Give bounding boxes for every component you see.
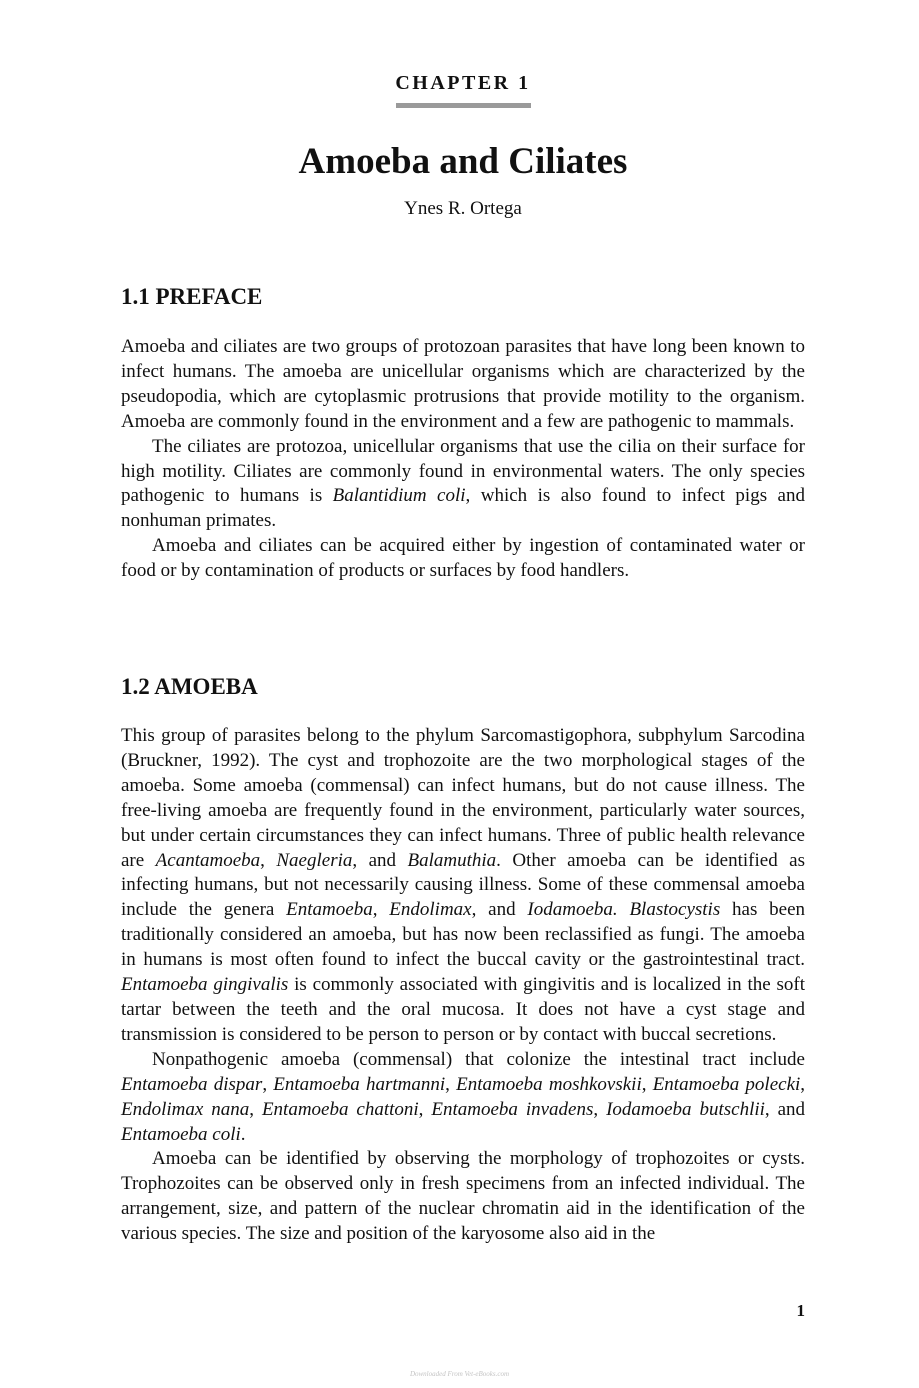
- italic-term: Balamuthia: [407, 849, 497, 871]
- section-heading-preface: 1.1 PREFACE: [121, 284, 263, 309]
- italic-term: Iodamoeba.: [527, 899, 618, 921]
- chapter-author: Ynes R. Ortega: [404, 198, 522, 219]
- italic-term: Entamoeba invadens: [431, 1098, 594, 1120]
- italic-term: Blastocystis: [629, 899, 721, 921]
- paragraph: This group of parasites belong to the phylum Sarcomastigophora, subphylum Sarcodina (Bruckner, 1992). The cyst and trophozoite are the two morphological stages of the amoeba. Some amoeba (commensal) can infect humans, but do not cause illness. The free-living amoeba are frequently found in the environment, particularly water sources, but under certain circumstances they can infect humans. Three of public health relevance are Acantamoeba, Naegleria, and Balamuthia. Other amoeba can be identified as infecting humans, but not necessarily causing illness. Some of these commensal amoeba include the genera Entamoeba, Endolimax, and Iodamoeba. Blastocystis has been traditionally considered an amoeba, but has now been reclassified as fungi. The amoeba in humans is most often found to infect the buccal cavity or the gastrointestinal tract. Entamoeba gingivalis is commonly associated with gingivitis and is localized in the soft tartar between the teeth and the oral mucosa. It does not have a cyst stage and transmission is considered to be person to person or by contact with buccal secretions.: [121, 725, 806, 1045]
- chapter-label: CHAPTER 1: [395, 72, 531, 94]
- italic-term: Entamoeba dispar: [121, 1073, 263, 1095]
- italic-term: Iodamoeba butschlii: [606, 1098, 765, 1120]
- italic-term: Balantidium coli: [332, 485, 466, 507]
- italic-term: Endolimax nana: [121, 1098, 250, 1120]
- paragraph: Nonpathogenic amoeba (commensal) that colonize the intestinal tract include Entamoeba dispar, Entamoeba hartmanni, Entamoeba moshkovskii, Entamoeba polecki, Endolimax nana, Entamoeba chattoni, Entamoeba invadens, Iodamoeba butschlii, and Entamoeba coli.: [121, 1048, 806, 1145]
- section-heading-amoeba: 1.2 AMOEBA: [121, 674, 258, 699]
- section-body-preface: [121, 335, 805, 584]
- italic-term: Entamoeba moshkovskii: [456, 1073, 642, 1095]
- italic-term: Endolimax: [389, 899, 472, 921]
- italic-term: Entamoeba hartmanni: [273, 1073, 446, 1095]
- italic-term: Naegleria: [276, 849, 353, 871]
- italic-term: Acantamoeba: [155, 849, 261, 871]
- paragraph: Amoeba and ciliates are two groups of protozoan parasites that have long been known to infect humans. The amoeba are unicellular organisms which are characterized by the pseudopodia, which are cytoplasmic protrusions that provide motility to the organism. Amoeba are commonly found in the environment and a few are pathogenic to mammals.: [121, 336, 805, 432]
- paragraph: The ciliates are protozoa, unicellular organisms that use the cilia on their surface for high motility. Ciliates are commonly found in environmental waters. The only species pathogenic to humans is Balantidium coli, which is also found to infect pigs and nonhuman primates.: [121, 435, 805, 532]
- chapter-title: Amoeba and Ciliates: [298, 141, 628, 182]
- page-number: 1: [796, 1301, 805, 1320]
- section-body-amoeba: [121, 724, 805, 1247]
- italic-term: Entamoeba chattoni: [261, 1098, 419, 1120]
- italic-term: Entamoeba gingivalis: [121, 974, 289, 996]
- italic-term: Entamoeba coli: [121, 1123, 241, 1145]
- italic-term: Entamoeba: [286, 899, 373, 921]
- footer-watermark: Downloaded From Vet-eBooks.com: [409, 1370, 510, 1378]
- paragraph: Amoeba can be identified by observing the morphology of trophozoites or cysts. Trophozoites can be observed only in fresh specimens from an infected individual. The arrangement, size, and pattern of the nuclear chromatin aid in the identification of the various species. The size and position of the karyosome also aid in the: [121, 1148, 805, 1245]
- italic-term: Entamoeba polecki: [652, 1073, 801, 1095]
- paragraph: Amoeba and ciliates can be acquired either by ingestion of contaminated water or food or by contamination of products or surfaces by food handlers.: [121, 535, 805, 582]
- chapter-rule: [396, 103, 531, 108]
